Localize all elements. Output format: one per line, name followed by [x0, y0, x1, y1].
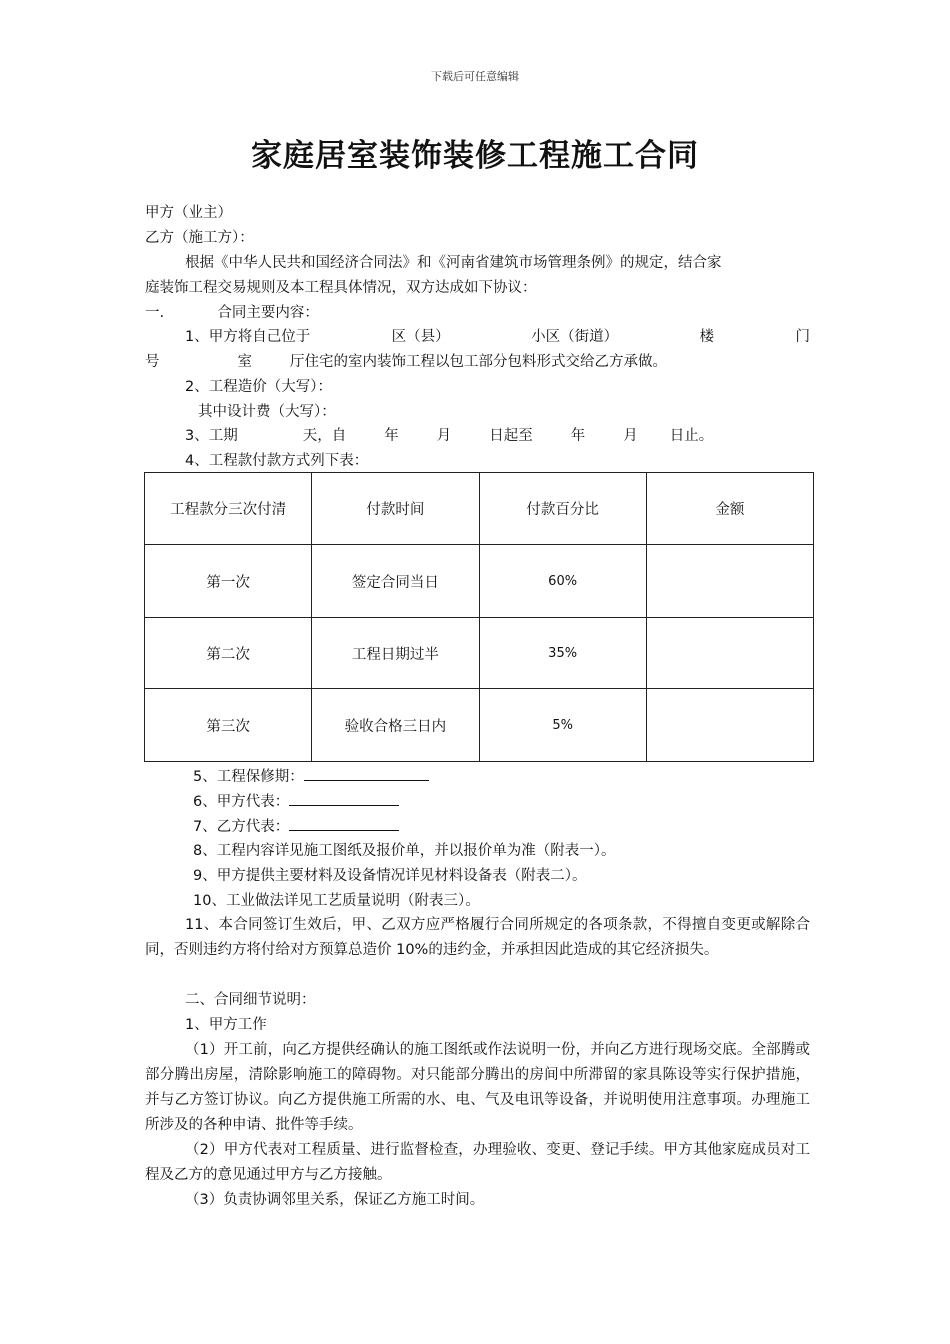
item-1-text-e: 门 — [795, 329, 810, 345]
table-row — [145, 689, 814, 762]
item-8-line: 8、工程内容详见施工图纸及报价单，并以报价单为准（附表一）。 — [193, 843, 616, 859]
item-7-label: 7、乙方代表： — [193, 819, 290, 835]
item-1-text-c: 小区（街道） — [531, 329, 619, 345]
header-cell-percent: 付款百分比 — [479, 473, 646, 545]
item-1-text-d: 楼 — [699, 329, 715, 345]
item-1-text-f: 号 — [145, 354, 160, 370]
clause-3-paragraph: （3）负责协调邻里关系，保证乙方施工时间。 — [185, 1192, 485, 1208]
amount-cell — [646, 618, 813, 689]
item-9-line: 9、甲方提供主要材料及设备情况详见材料设备表（附表二）。 — [193, 868, 587, 884]
item-6-label: 6、甲方代表： — [193, 794, 290, 810]
item-1-text-b: 区（县） — [391, 329, 450, 345]
section-1-heading — [145, 301, 810, 325]
intro-line-2: 庭装饰工程交易规则及本工程具体情况，双方达成如下协议： — [145, 280, 537, 296]
payment-table-header-row — [145, 473, 814, 545]
document-title: 家庭居室装饰装修工程施工合同 — [251, 138, 699, 174]
item-4-line: 4、工程款付款方式列下表： — [185, 453, 369, 469]
time-cell: 签定合同当日 — [312, 545, 479, 618]
item-1-line-1 — [185, 325, 810, 349]
party-b-rep-blank — [289, 816, 399, 831]
payment-table — [144, 472, 814, 762]
item-3-line — [185, 424, 810, 448]
item-3-part-6: 年 — [570, 428, 586, 444]
sub-1-heading: 1、甲方工作 — [185, 1017, 267, 1033]
header-cell-amount: 金额 — [646, 473, 813, 545]
item-11-paragraph: 11、本合同签订生效后，甲、乙双方应严格履行合同所规定的各项条款，不得擅自变更或解除合同，否则违约方将付给对方预算总造价 10%的违约金，并承担因此造成的其它经济损失。 — [145, 917, 810, 958]
section-1-number: 一. — [145, 305, 165, 321]
section-2-heading: 二、合同细节说明： — [185, 992, 316, 1008]
party-a-line: 甲方（业主） — [145, 205, 232, 221]
item-3-part-7: 月 — [623, 428, 638, 444]
party-a-rep-blank — [289, 791, 399, 806]
party-b-line: 乙方（施工方）： — [145, 230, 254, 246]
table-row — [145, 545, 814, 618]
item-3-part-5: 日起至 — [489, 428, 533, 444]
table-row — [145, 618, 814, 689]
item-3-part-1: 3、工期 — [185, 428, 238, 444]
stage-cell: 第三次 — [145, 689, 312, 762]
item-5-line — [193, 765, 858, 789]
item-6-line — [193, 790, 858, 814]
item-1-text-a: 1、甲方将自己位于 — [185, 329, 311, 345]
item-3-part-2: 天，自 — [302, 428, 347, 444]
percent-cell: 35% — [479, 618, 646, 689]
item-1-text-g: 室 — [237, 354, 252, 370]
item-1-text-h: 厅住宅的室内装饰工程以包工部分包料形式交给乙方承做。 — [290, 354, 667, 370]
warranty-blank — [304, 766, 429, 781]
item-1-line-2 — [145, 350, 810, 374]
header-note: 下载后可任意编辑 — [431, 70, 519, 83]
item-2-sub-line: 其中设计费（大写）： — [198, 404, 336, 420]
header-cell-stage: 工程款分三次付清 — [145, 473, 312, 545]
item-3-part-4: 月 — [436, 428, 452, 444]
amount-cell — [646, 689, 813, 762]
percent-cell: 5% — [479, 689, 646, 762]
header-cell-time: 付款时间 — [312, 473, 479, 545]
clause-2-paragraph: （2）甲方代表对工程质量、进行监督检查，办理验收、变更、登记手续。甲方其他家庭成员对工程及乙方的意见通过甲方与乙方接触。 — [145, 1142, 810, 1183]
time-cell: 验收合格三日内 — [312, 689, 479, 762]
stage-cell: 第一次 — [145, 545, 312, 618]
stage-cell: 第二次 — [145, 618, 312, 689]
item-10-line: 10、工业做法详见工艺质量说明（附表三）。 — [193, 893, 480, 909]
item-3-part-8: 日止。 — [669, 428, 714, 444]
section-1-title: 合同主要内容： — [217, 305, 319, 321]
clause-1-paragraph: （1）开工前，向乙方提供经确认的施工图纸或作法说明一份，并向乙方进行现场交底。全部腾或部分腾出房屋，清除影响施工的障碍物。对只能部分腾出的房间中所滞留的家具陈设等实行保护措施，并与乙方签订协议。向乙方提供施工所需的水、电、气及电讯等设备，并说明使用注意事项。办理施工所涉及的各种申请、批件等手续。 — [145, 1042, 810, 1133]
intro-line-1: 根据《中华人民共和国经济合同法》和《河南省建筑市场管理条例》的规定，结合家 — [185, 255, 722, 271]
item-3-part-3: 年 — [384, 428, 399, 444]
amount-cell — [646, 545, 813, 618]
item-2-line: 2、工程造价（大写）： — [185, 379, 332, 395]
item-5-label: 5、工程保修期： — [193, 769, 304, 785]
item-7-line — [193, 815, 858, 839]
percent-cell: 60% — [479, 545, 646, 618]
time-cell: 工程日期过半 — [312, 618, 479, 689]
